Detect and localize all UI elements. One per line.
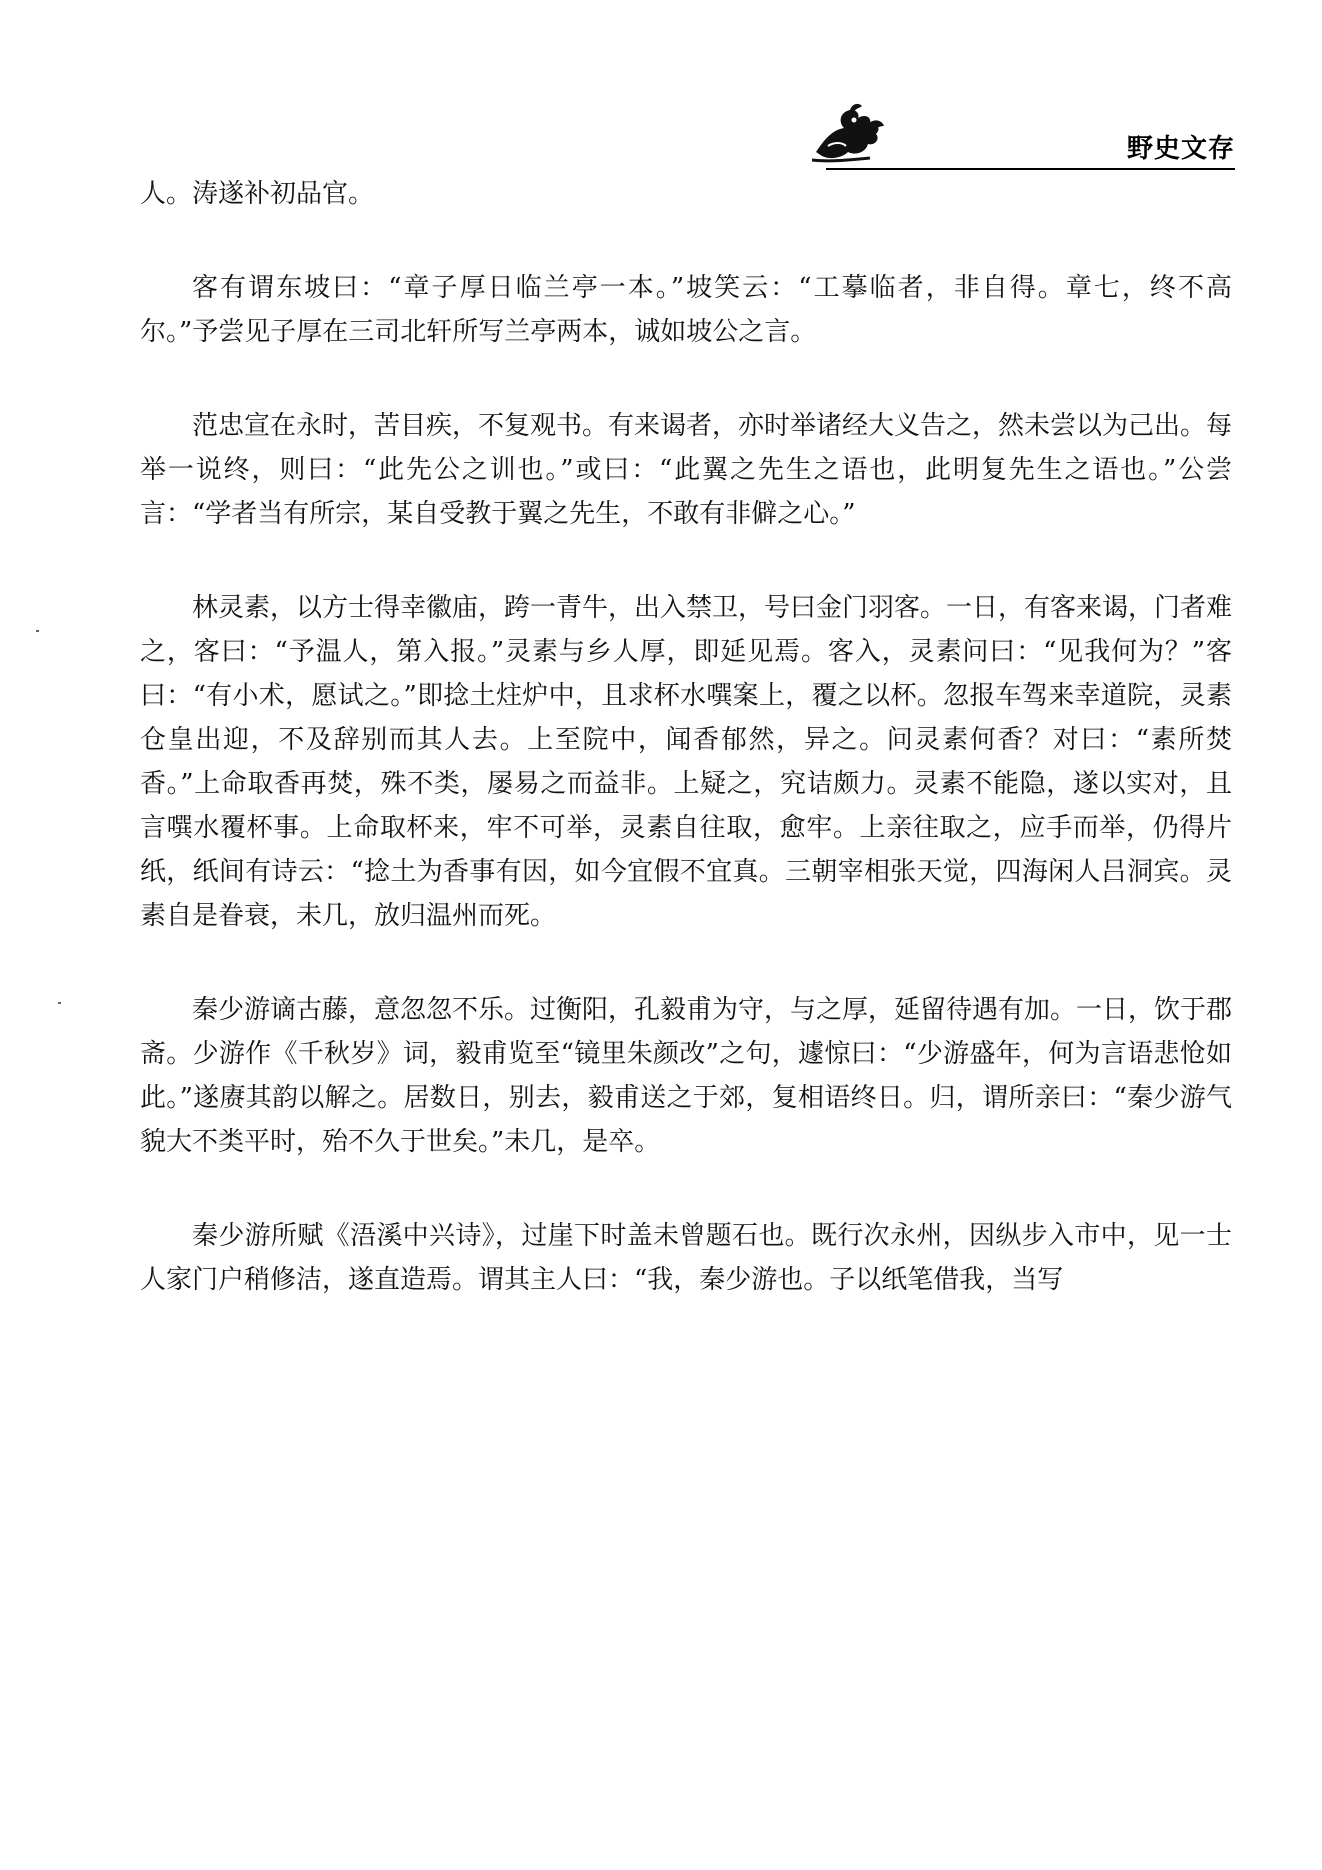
running-header-title: 野史文存 — [1126, 134, 1235, 164]
paragraph-continuation: 人。涛遂补初品官。 — [140, 179, 375, 209]
paragraph-qin-shaoyou-guteng: 秦少游谪古藤，意忽忽不乐。过衡阳，孔毅甫为守，与之厚，延留待遇有加。一日，饮于郡斋。少游作《千秋岁》词，毅甫览至“镜里朱颜改”之句，遽惊曰：“少游盛年，何为言语悲怆如此。”遂赓其韵以解之。居数日，别去，毅甫送之于郊，复相语终日。归，谓所亲曰：“秦少游气貌大不类平时，殆不久于世矣。”未几，是卒。 — [140, 995, 1233, 1157]
scan-speck — [58, 1002, 61, 1004]
dragon-emblem-icon — [810, 100, 890, 168]
header-rule — [826, 168, 1235, 170]
paragraph-qin-shaoyou-wuxi: 秦少游所赋《浯溪中兴诗》，过崖下时盖未曾题石也。既行次永州，因纵步入市中，见一士人家门户稍修洁，遂直造焉。谓其主人曰：“我，秦少游也。子以纸笔借我，当写 — [140, 1221, 1232, 1295]
paragraph-lin-lingsu: 林灵素，以方士得幸徽庙，跨一青牛，出入禁卫，号曰金门羽客。一日，有客来谒，门者难之，客曰：“予温人，第入报。”灵素与乡人厚，即延见焉。客入，灵素问曰：“见我何为？”客曰：“有小术，愿试之。”即捻土炷炉中，且求杯水噀案上，覆之以杯。忽报车驾来幸道院，灵素仓皇出迎，不及辞别而其人去。上至院中，闻香郁然，异之。问灵素何香？对曰：“素所焚香。”上命取香再焚，殊不类，屡易之而益非。上疑之，究诘颇力。灵素不能隐，遂以实对，且言噀水覆杯事。上命取杯来，牢不可举，灵素自往取，愈牢。上亲往取之，应手而举，仍得片纸，纸间有诗云：“捻土为香事有因，如今宜假不宜真。三朝宰相张天觉，四海闲人吕洞宾。灵素自是眷衰，未几，放归温州而死。 — [140, 593, 1233, 931]
running-header — [810, 100, 1235, 175]
scan-speck — [36, 630, 39, 632]
page-body — [140, 172, 1232, 1302]
paragraph-fan-zhongxuan: 范忠宣在永时，苦目疾，不复观书。有来谒者，亦时举诸经大义告之，然未尝以为己出。每举一说终，则曰：“此先公之训也。”或曰：“此翼之先生之语也，此明复先生之语也。”公尝言：“学者当有所宗，某自受教于翼之先生，不敢有非僻之心。” — [140, 411, 1233, 529]
paragraph-dongpo: 客有谓东坡曰：“章子厚日临兰亭一本。”坡笑云：“工摹临者，非自得。章七，终不高尔。”予尝见子厚在三司北轩所写兰亭两本，诚如坡公之言。 — [140, 273, 1232, 347]
